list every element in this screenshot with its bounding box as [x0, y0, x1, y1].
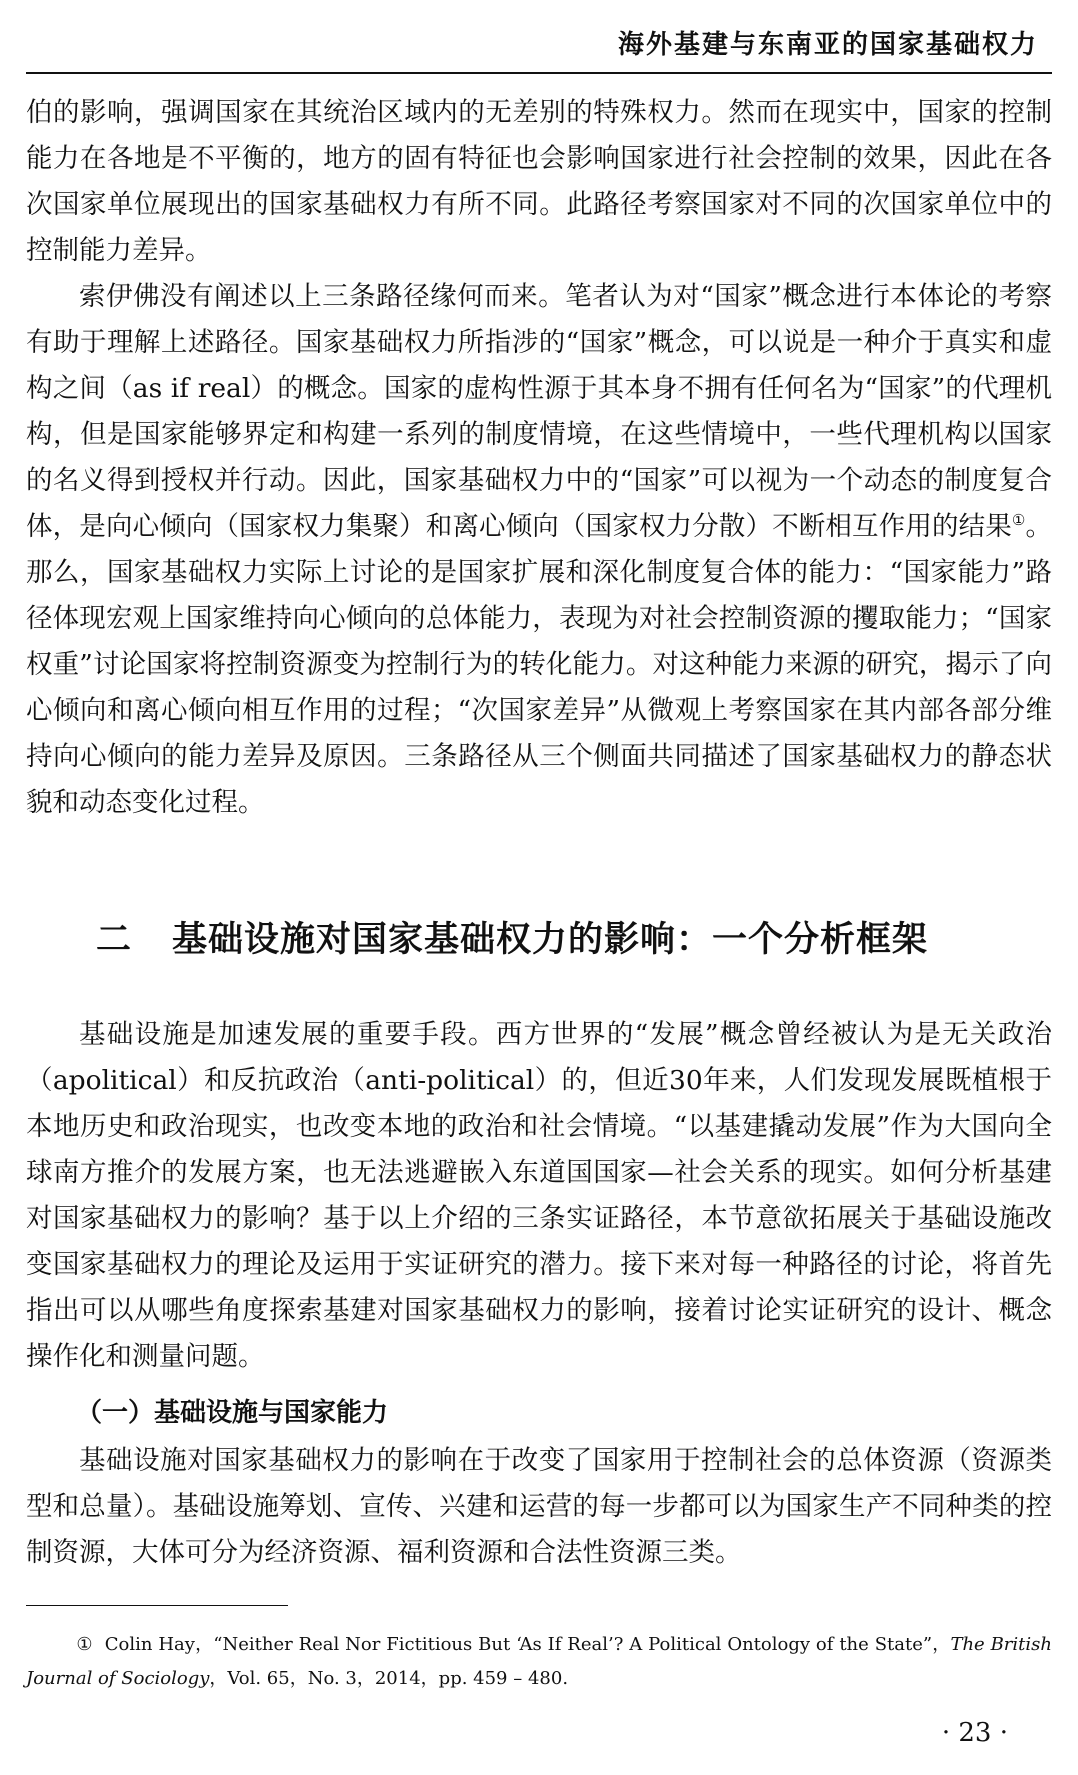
footnote-reference[interactable]: ①	[1011, 511, 1026, 530]
section-number: 二	[96, 920, 133, 960]
paragraph-ontology-text-cont: 。那么，国家基础权力实际上讨论的是国家扩展和深化制度复合体的能力：“国家能力”路径体现宏观上国家维持向心倾向的总体能力，表现为对社会控制资源的攫取能力；“国家权重”讨论国家将控制资源变为控制行为的转化能力。对这种能力来源的研究，揭示了向心倾向和离心倾向相互作用的过程；“次国家差异”从微观上考察国家在其内部各部分维持向心倾向的能力差异及原因。三条路径从三个侧面共同描述了国家基础权力的静态状貌和动态变化过程。	[26, 511, 1052, 818]
section-heading	[96, 912, 928, 962]
header-rule	[26, 72, 1052, 74]
page-number: · 23 ·	[941, 1718, 1008, 1748]
paragraph-infrastructure: 基础设施是加速发展的重要手段。西方世界的“发展”概念曾经被认为是无关政治（apolitical）和反抗政治（anti-political）的，但近30年来，人们发现发展既植根于本地历史和政治现实，也改变本地的政治和社会情境。“以基建撬动发展”作为大国向全球南方推介的发展方案，也无法逃避嵌入东道国国家—社会关系的现实。如何分析基建对国家基础权力的影响？基于以上介绍的三条实证路径，本节意欲拓展关于基础设施改变国家基础权力的理论及运用于实证研究的潜力。接下来对每一种路径的讨论，将首先指出可以从哪些角度探索基建对国家基础权力的影响，接着讨论实证研究的设计、概念操作化和测量问题。	[26, 1019, 1052, 1372]
paragraph-continuation: 伯的影响，强调国家在其统治区域内的无差别的特殊权力。然而在现实中，国家的控制能力在各地是不平衡的，地方的固有特征也会影响国家进行社会控制的效果，因此在各次国家单位展现出的国家基础权力有所不同。此路径考察国家对不同的次国家单位中的控制能力差异。	[26, 97, 1052, 266]
subsection-heading: （一）基础设施与国家能力	[76, 1398, 389, 1428]
paragraph-ontology-text: 索伊佛没有阐述以上三条路径缘何而来。笔者认为对“国家”概念进行本体论的考察有助于理解上述路径。国家基础权力所指涉的“国家”概念，可以说是一种介于真实和虚构之间（as if real）的概念。国家的虚构性源于其本身不拥有任何名为“国家”的代理机构，但是国家能够界定和构建一系列的制度情境，在这些情境中，一些代理机构以国家的名义得到授权并行动。因此，国家基础权力中的“国家”可以视为一个动态的制度复合体，是向心倾向（国家权力集聚）和离心倾向（国家权力分散）不断相互作用的结果	[26, 281, 1052, 542]
footnote-journal: The British Journal of Sociology	[26, 1634, 1052, 1689]
footnote	[26, 1628, 1052, 1696]
running-header-title: 海外基建与东南亚的国家基础权力	[617, 30, 1038, 60]
footnote-rule	[26, 1605, 288, 1606]
footnote-text-after: ，Vol. 65，No. 3，2014，pp. 459 – 480.	[209, 1668, 569, 1689]
footnote-text-before: Colin Hay，“Neither Real Nor Fictitious But ‘As If Real’? A Political Ontology of the State”，	[104, 1634, 951, 1655]
section-title: 基础设施对国家基础权力的影响：一个分析框架	[172, 920, 929, 960]
paragraph-state-capacity: 基础设施对国家基础权力的影响在于改变了国家用于控制社会的总体资源（资源类型和总量）。基础设施筹划、宣传、兴建和运营的每一步都可以为国家生产不同种类的控制资源，大体可分为经济资源、福利资源和合法性资源三类。	[26, 1445, 1052, 1568]
footnote-mark: ①	[76, 1634, 93, 1655]
paragraph-ontology	[26, 274, 1052, 826]
